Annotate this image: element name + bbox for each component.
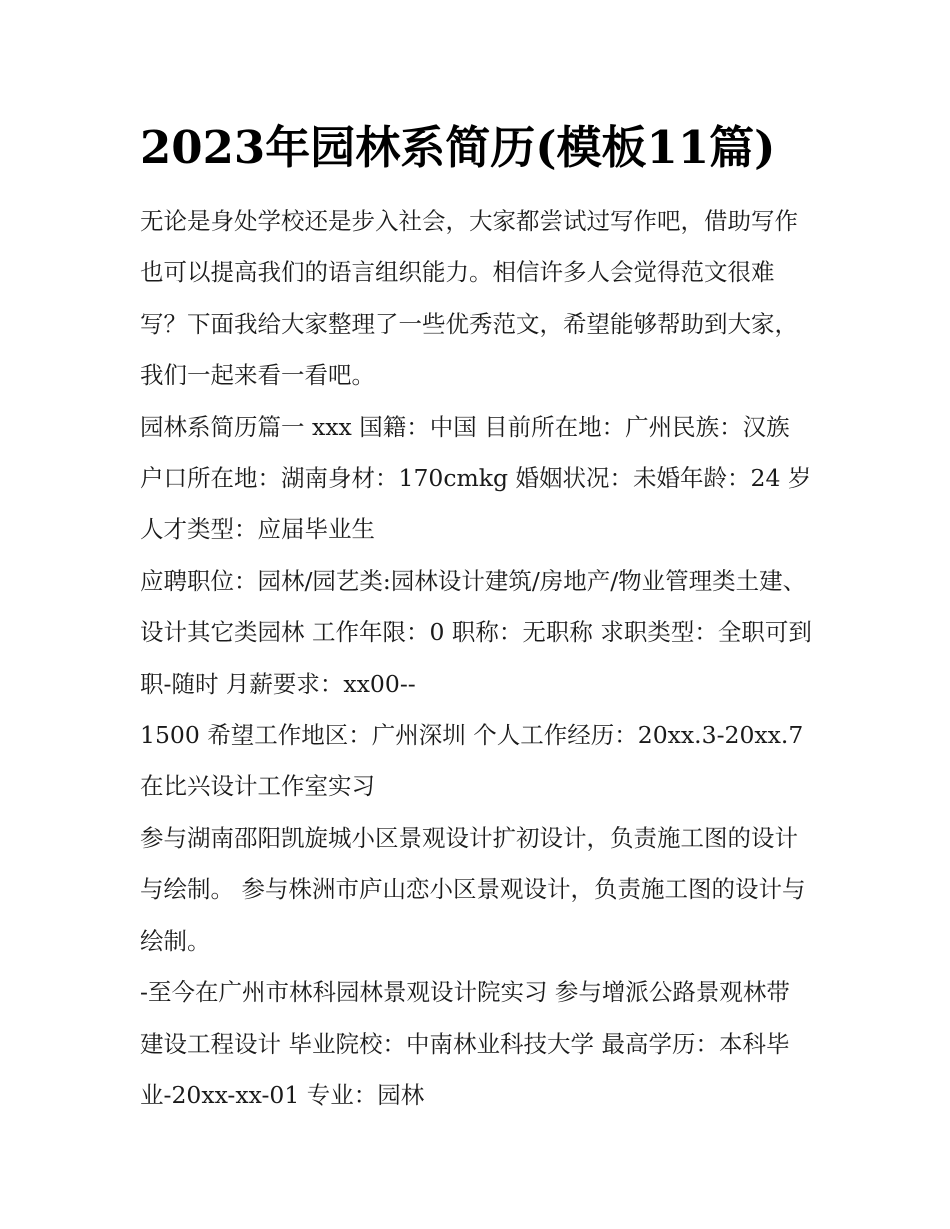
document-title: 2023年园林系简历(模板11篇) bbox=[140, 121, 776, 174]
document-body bbox=[140, 196, 812, 1121]
paragraph-job-intention: 应聘职位：园林/园艺类:园林设计建筑/房地产/物业管理类土建、设计其它类园林 工作年限：0 职称：无职称 求职类型：全职可到职-随时 月薪要求：xx00-- bbox=[140, 566, 812, 698]
paragraph-education: -至今在广州市林科园林景观设计院实习 参与增派公路景观林带建设工程设计 毕业院校：中南林业科技大学 最高学历：本科毕业-20xx-xx-01 专业：园林 bbox=[140, 978, 790, 1109]
paragraph-intro: 无论是身处学校还是步入社会，大家都尝试过写作吧，借助写作也可以提高我们的语言组织能力。相信许多人会觉得范文很难写？下面我给大家整理了一些优秀范文，希望能够帮助到大家，我们一起来看一看吧。 bbox=[140, 207, 798, 390]
paragraph-personal-info: 园林系简历篇一 xxx 国籍：中国 目前所在地：广州民族：汉族 户口所在地：湖南身材：170cmkg 婚姻状况：未婚年龄：24 岁 人才类型：应届毕业生 bbox=[140, 412, 812, 544]
paragraph-project-experience: 参与湖南邵阳凯旋城小区景观设计扩初设计，负责施工图的设计与绘制。 参与株洲市庐山恋小区景观设计，负责施工图的设计与绘制。 bbox=[140, 823, 806, 955]
paragraph-work-experience: 1500 希望工作地区：广州深圳 个人工作经历：20xx.3-20xx.7 在比兴设计工作室实习 bbox=[140, 721, 804, 801]
